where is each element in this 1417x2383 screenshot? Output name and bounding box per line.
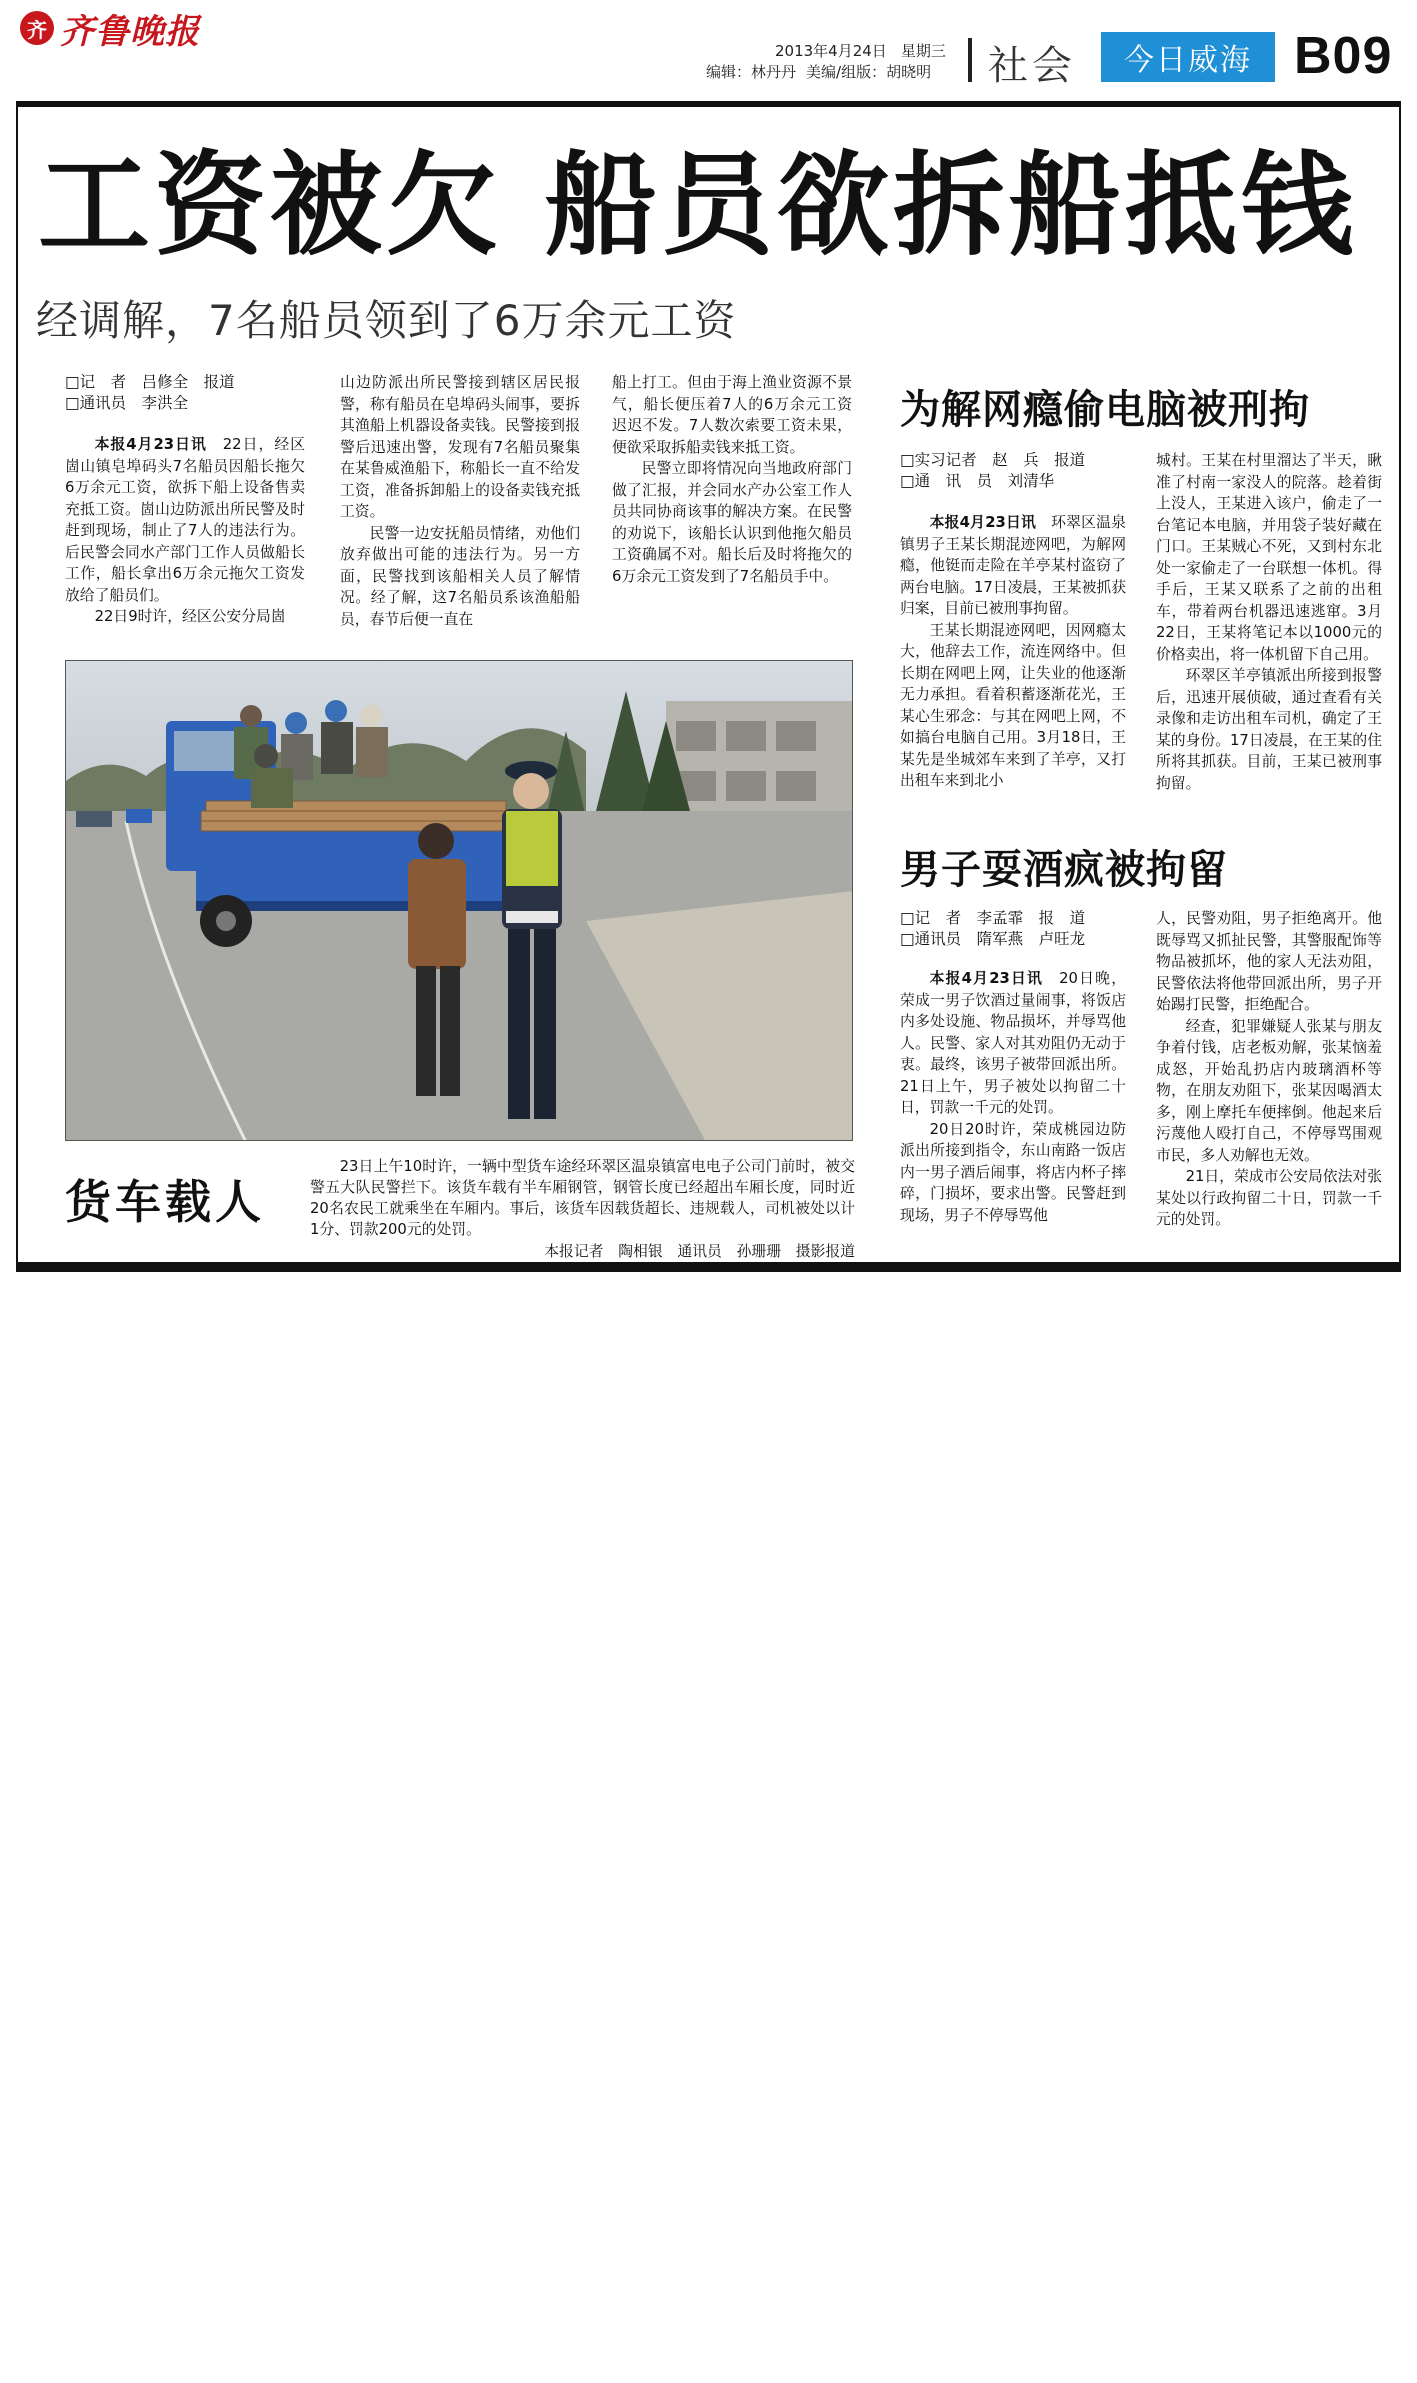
header-divider xyxy=(968,38,972,82)
truck-scene-illustration xyxy=(66,661,853,1141)
issue-weekday: 星期三 xyxy=(900,42,946,60)
paragraph xyxy=(900,512,1126,620)
paragraph-text: 经查，犯罪嫌疑人张某与朋友争着付钱，店老板劝解，张某恼羞成怒，开始乱扔店内玻璃酒杯等物，在朋友劝阻下，张某因喝酒太多，刚上摩托车便摔倒。他起来后污蔑他人殴打自己，不停辱骂围观市民，多人劝解也无效。 xyxy=(1156,1017,1382,1164)
paragraph-text: 22日，经区崮山镇皂埠码头7名船员因船长拖欠6万余元工资，欲拆下船上设备售卖充抵工资。崮山边防派出所民警及时赶到现场，制止了7人的违法行为。后民警会同水产部门工作人员做船长工作，船长拿出6万余元拖欠工资发放给了船员们。 xyxy=(65,436,305,604)
paragraph-text: 民警一边安抚船员情绪，劝他们放弃做出可能的违法行为。另一方面，民警找到该船相关人员了解情况。经了解，这7名船员系该渔船船员，春节后便一直在 xyxy=(340,524,580,628)
paragraph-text: 21日，荣成市公安局依法对张某处以行政拘留二十日，罚款一千元的处罚。 xyxy=(1156,1168,1382,1228)
dateline: 本报4月23日讯 xyxy=(929,514,1037,531)
paragraph-text: 20日20时许，荣成桃园边防派出所接到指令，东山南路一饭店内一男子酒后闹事，将店内杯子摔碎，门损坏，要求出警。民警赶到现场，男子不停辱骂他 xyxy=(900,1120,1126,1224)
paragraph xyxy=(340,372,580,523)
paragraph xyxy=(612,372,852,458)
designer-credit: 美编/组版：胡晓明 xyxy=(806,63,932,81)
byline-correspondent: □通讯员 李洪全 xyxy=(65,394,189,412)
newspaper-logo xyxy=(20,8,200,52)
paragraph xyxy=(1156,665,1382,794)
story3-column-1 xyxy=(900,968,1126,1226)
paragraph xyxy=(1156,1016,1382,1167)
masthead xyxy=(0,0,1417,100)
paragraph xyxy=(1156,450,1382,665)
story3-headline: 男子耍酒疯被拘留 xyxy=(900,847,1228,893)
paragraph-text: 人，民警劝阻，男子拒绝离开。他既辱骂又抓扯民警，其警服配饰等物品被抓坏，他的家人无法劝阻，民警依法将他带回派出所，男子开始踢打民警，拒绝配合。 xyxy=(1156,910,1382,1013)
paragraph-text: 民警立即将情况向当地政府部门做了汇报，并会同水产办公室工作人员共同协商该事的解决方案。在民警的劝说下，该船长认识到他拖欠船员工资确属不对。船长后及时将拖欠的6万余元工资发到了7名船员手中。 xyxy=(612,460,852,585)
lead-byline xyxy=(65,372,315,414)
lead-subheadline: 经调解，7名船员领到了6万余元工资 xyxy=(36,296,737,345)
paragraph xyxy=(65,606,305,628)
story3-column-2 xyxy=(1156,908,1382,1231)
story2-byline xyxy=(900,450,1150,492)
paragraph xyxy=(900,968,1126,1119)
paragraph-text: 城村。王某在村里溜达了半天，瞅准了村南一家没人的院落。趁着街上没人，王某进入该户，偷走了一台笔记本电脑，并用袋子装好藏在门口。王某贼心不死，又到村东北处一家偷走了一台联想一体机。得手后，王某又联系了之前的出租车，带着两台机器迅速逃窜。3月22日，王某将笔记本以1000元的价格卖出，将一体机留下自己用。 xyxy=(1156,452,1382,663)
byline-reporter: □记 者 李孟霏 报 道 xyxy=(900,909,1086,927)
lead-column-3 xyxy=(612,372,852,587)
story3-byline xyxy=(900,908,1150,950)
issue-date: 2013年4月24日 xyxy=(775,42,887,60)
paragraph xyxy=(1156,908,1382,1016)
paragraph xyxy=(340,523,580,631)
paragraph xyxy=(1156,1166,1382,1231)
paragraph xyxy=(900,1119,1126,1227)
issue-date-line xyxy=(775,40,960,61)
paragraph-text: 环翠区羊亭镇派出所接到报警后，迅速开展侦破，通过查看有关录像和走访出租车司机，确定了王某的身份。17日凌晨，在王某的住所将其抓获。目前，王某已被刑事拘留。 xyxy=(1156,667,1382,792)
paragraph-text: 山边防派出所民警接到辖区居民报警，称有船员在皂埠码头闹事，要拆其渔船上机器设备卖钱。民警接到报警后迅速出警，发现有7名船员聚集在某鲁威渔船下，称船长一直不给发工资，准备拆卸船上的设备卖钱充抵工资。 xyxy=(340,374,580,520)
paragraph-text: 22日9时许，经区公安分局崮 xyxy=(94,608,286,625)
section-tag: 今日威海 xyxy=(1101,32,1275,82)
photo-credit: 本报记者 陶相银 通讯员 孙珊珊 摄影报道 xyxy=(544,1243,855,1260)
lead-column-1 xyxy=(65,434,305,628)
story2-headline: 为解网瘾偷电脑被刑拘 xyxy=(900,387,1310,433)
paragraph xyxy=(65,434,305,606)
paragraph-text: 20日晚，荣成一男子饮酒过量闹事，将饭店内多处设施、物品损坏，并辱骂他人。民警、家人对其劝阻仍无动于衷。最终，该男子被带回派出所。21日上午，男子被处以拘留二十日，罚款一千元的处罚。 xyxy=(900,970,1126,1116)
byline-correspondent: □通讯员 隋军燕 卢旺龙 xyxy=(900,930,1086,948)
paragraph xyxy=(900,620,1126,792)
lead-headline: 工资被欠 船员欲拆船抵钱 xyxy=(38,141,1357,271)
paragraph-text: 王某长期混迹网吧，因网瘾太大，他辞去工作，流连网络中。但长期在网吧上网，让失业的他逐渐无力承担。看着积蓄逐渐花光，王某心生邪念：与其在网吧上网，不如搞台电脑自己用。3月18日，王某先是坐城郊车来到了羊亭，又打出租车来到北小 xyxy=(900,621,1126,789)
frame-top-rule xyxy=(16,101,1401,107)
news-photo xyxy=(65,660,853,1141)
paragraph xyxy=(612,458,852,587)
logo-mark: 齐 xyxy=(20,11,54,45)
story2-column-1 xyxy=(900,512,1126,792)
byline-correspondent: □通 讯 员 刘清华 xyxy=(900,472,1055,490)
dateline: 本报4月23日讯 xyxy=(94,436,207,453)
photo-label: 货车载人 xyxy=(65,1175,265,1229)
caption-text: 23日上午10时许，一辆中型货车途经环翠区温泉镇富电电子公司门前时，被交警五大队民警拦下。该货车载有半车厢钢管，钢管长度已经超出车厢长度，同时近20名农民工就乘坐在车厢内。事后，该货车因载货超长、违规载人，司机被处以计1分、罚款200元的处罚。 xyxy=(310,1158,855,1238)
section-name: 社会 xyxy=(988,43,1076,89)
editor-credit: 编辑：林丹丹 xyxy=(706,63,797,81)
caption-text-block xyxy=(310,1156,855,1240)
dateline: 本报4月23日讯 xyxy=(929,970,1044,987)
logo-text: 齐鲁晚报 xyxy=(60,11,200,52)
paragraph-text: 环翠区温泉镇男子王某长期混迹网吧，为解网瘾，他铤而走险在羊亭某村盗窃了两台电脑。17日凌晨，王某被抓获归案，目前已被刑事拘留。 xyxy=(900,514,1126,617)
paragraph-text: 船上打工。但由于海上渔业资源不景气，船长便压着7人的6万余元工资迟迟不发。7人数次索要工资未果，便欲采取拆船卖钱来抵工资。 xyxy=(612,374,852,456)
byline-reporter: □记 者 吕修全 报道 xyxy=(65,373,235,391)
frame-bottom-rule xyxy=(16,1262,1401,1272)
byline-reporter: □实习记者 赵 兵 报道 xyxy=(900,451,1086,469)
lead-column-2 xyxy=(340,372,580,630)
story2-column-2 xyxy=(1156,450,1382,794)
editors-line xyxy=(706,61,941,82)
page-number: B09 xyxy=(1294,27,1393,85)
photo-caption xyxy=(310,1156,855,1261)
